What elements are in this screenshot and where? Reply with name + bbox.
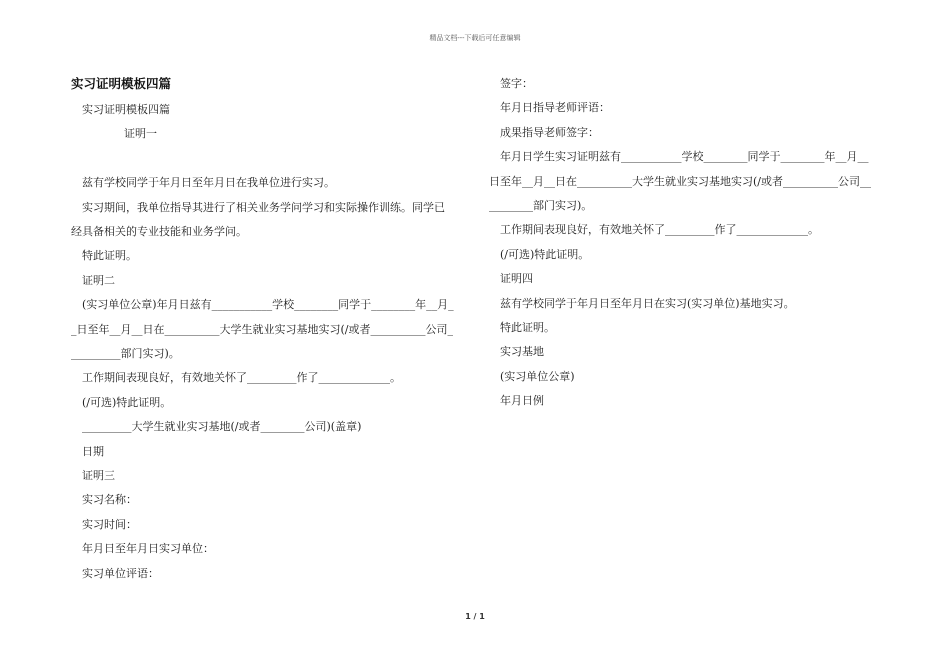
paragraph-line: 特此证明。	[500, 321, 555, 335]
paragraph-line: _________大学生就业实习基地(/或者________公司)(盖章)	[82, 420, 362, 434]
paragraph-line: 实习期间，我单位指导其进行了相关业务学问学习和实际操作训练。同学已	[82, 200, 445, 214]
paragraph-line: 经具备相关的专业技能和业务学问。	[71, 225, 247, 239]
paragraph-line: 实习时间：	[82, 517, 137, 531]
paragraph-line: (实习单位公章)	[500, 369, 575, 383]
right-column	[489, 72, 884, 414]
paragraph-line: 实习名称：	[82, 493, 137, 507]
paragraph-line: ________部门实习)。	[489, 199, 593, 213]
paragraph-line: 年月日指导老师评语：	[500, 101, 610, 115]
page-number: 1 / 1	[465, 612, 485, 621]
paragraph-line: 日至年__月__日在__________大学生就业实习基地实习(/或者__________公司__	[489, 174, 871, 188]
paragraph-line: 证明三	[82, 469, 115, 483]
paragraph-line: (实习单位公章)年月日兹有___________学校________同学于________年__月_	[82, 298, 454, 312]
paragraph-line: 工作期间表现良好，有效地关怀了_________作了_____________。	[500, 223, 819, 237]
paragraph-line: 实习单位评语：	[82, 566, 159, 580]
paragraph-line: 年月日至年月日实习单位：	[82, 542, 214, 556]
paragraph-line: (/可选)特此证明。	[500, 247, 590, 261]
document-title: 实习证明模板四篇	[71, 76, 172, 91]
paragraph-line: 兹有学校同学于年月日至年月日在实习(实习单位)基地实习。	[500, 296, 795, 310]
paragraph-line: 实习基地	[500, 345, 544, 359]
paragraph-line: _________部门实习)。	[71, 347, 180, 361]
paragraph-line: 年月日学生实习证明兹有___________学校________同学于________年__月__	[500, 150, 869, 164]
paragraph-line: 特此证明。	[82, 249, 137, 263]
paragraph-line	[71, 147, 466, 171]
page-header: 精品文档---下载后可任意编辑	[429, 34, 521, 42]
left-column	[71, 98, 466, 586]
paragraph-line: 证明一	[124, 127, 157, 141]
paragraph-line: 兹有学校同学于年月日至年月日在我单位进行实习。	[82, 176, 335, 190]
paragraph-line: _日至年__月__日在__________大学生就业实习基地实习(/或者__________公司_	[71, 322, 453, 336]
paragraph-line: 工作期间表现良好，有效地关怀了_________作了_____________。	[82, 371, 401, 385]
paragraph-line: 证明四	[500, 272, 533, 286]
paragraph-line: 证明二	[82, 273, 115, 287]
paragraph-line: (/可选)特此证明。	[82, 395, 172, 409]
paragraph-line: 日期	[82, 444, 104, 458]
paragraph-line: 实习证明模板四篇	[82, 103, 170, 116]
paragraph-line: 年月日例	[500, 394, 544, 408]
paragraph-line: 签字：	[500, 77, 533, 90]
paragraph-line: 成果指导老师签字：	[500, 125, 599, 139]
